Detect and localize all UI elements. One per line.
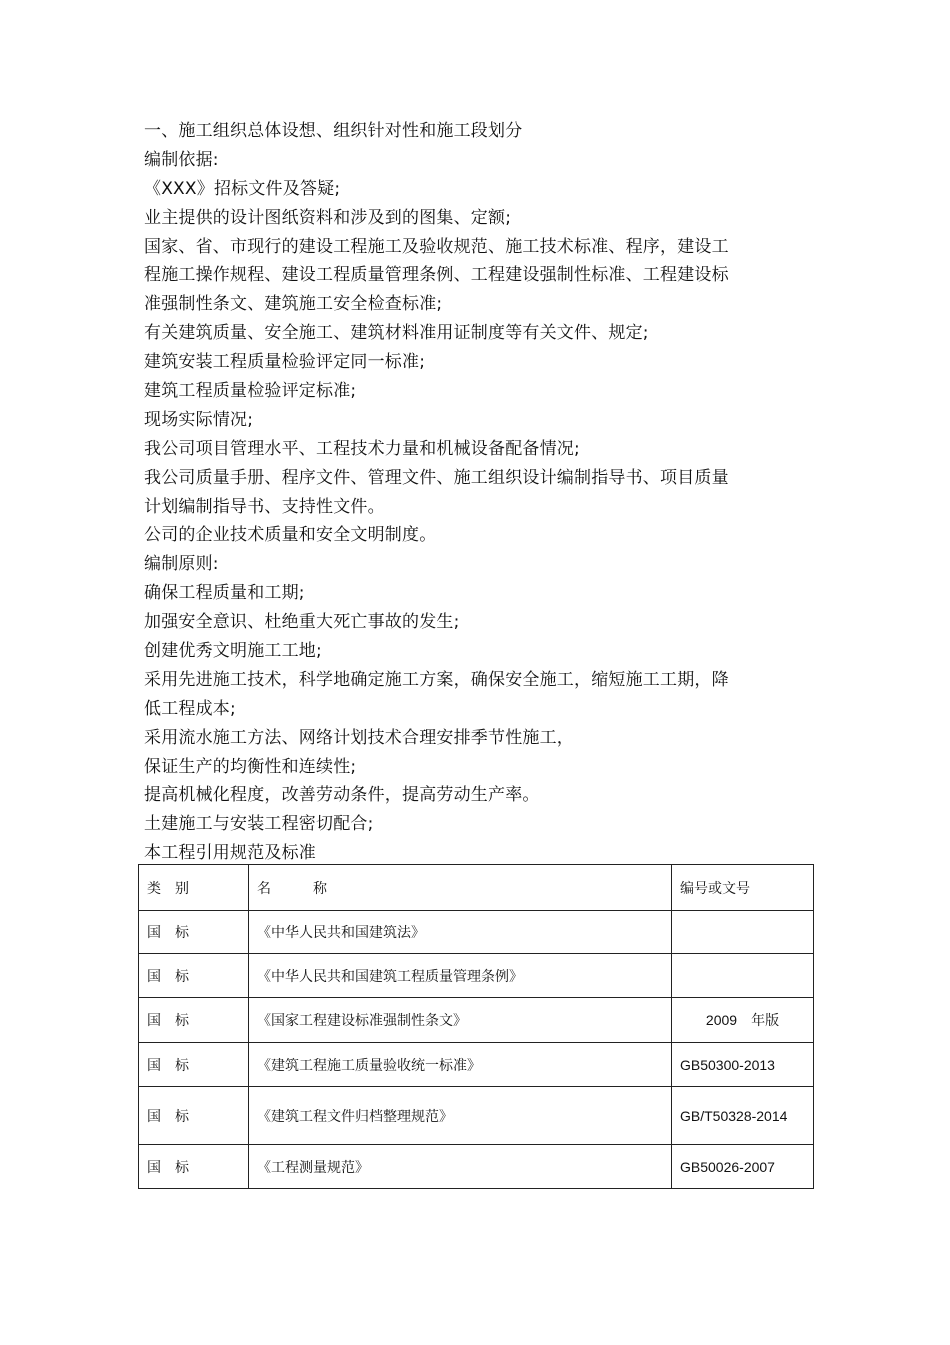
table-row — [139, 954, 814, 998]
row-name: 《中华人民共和国建筑法》 — [249, 911, 672, 954]
body-line: 我公司质量手册、程序文件、管理文件、施工组织设计编制指导书、项目质量 — [144, 467, 729, 488]
body-line: 现场实际情况; — [144, 409, 254, 430]
row-code: GB50026-2007 — [672, 1145, 814, 1189]
section-heading: 一、施工组织总体设想、组织针对性和施工段划分 — [144, 121, 523, 141]
row-name: 《建筑工程施工质量验收统一标准》 — [249, 1043, 672, 1087]
principles-heading: 编制原则: — [144, 554, 219, 575]
body-line: 采用先进施工技术，科学地确定施工方案，确保安全施工，缩短施工工期，降 — [144, 669, 729, 690]
row-category: 国 标 — [139, 1087, 249, 1145]
header-code: 编号或文号 — [672, 865, 814, 911]
row-category: 国 标 — [139, 1145, 249, 1189]
row-name: 《中华人民共和国建筑工程质量管理条例》 — [249, 954, 672, 998]
table-row — [139, 911, 814, 954]
body-line: 国家、省、市现行的建设工程施工及验收规范、施工技术标准、程序，建设工 — [144, 236, 729, 257]
body-line: 公司的企业技术质量和安全文明制度。 — [144, 525, 437, 546]
body-line: 《XXX》招标文件及答疑; — [144, 178, 341, 199]
body-line: 保证生产的均衡性和连续性; — [144, 756, 357, 777]
body-line: 程施工操作规程、建设工程质量管理条例、工程建设强制性标准、工程建设标 — [144, 265, 729, 286]
basis-heading: 编制依据: — [144, 149, 219, 170]
row-code — [672, 911, 814, 954]
table-row — [139, 1145, 814, 1189]
header-category: 类 别 — [139, 865, 249, 911]
row-name: 《工程测量规范》 — [249, 1145, 672, 1189]
body-line: 采用流水施工方法、网络计划技术合理安排季节性施工， — [144, 727, 574, 748]
document-body — [144, 117, 764, 868]
row-category: 国 标 — [139, 911, 249, 954]
table-row — [139, 998, 814, 1043]
row-code — [672, 954, 814, 998]
body-line: 计划编制指导书、支持性文件。 — [144, 496, 385, 517]
body-line: 创建优秀文明施工工地; — [144, 641, 322, 662]
table-header-row — [139, 865, 814, 911]
body-line: 我公司项目管理水平、工程技术力量和机械设备配备情况; — [144, 438, 580, 459]
body-line: 业主提供的设计图纸资料和涉及到的图集、定额; — [144, 207, 512, 228]
row-category: 国 标 — [139, 1043, 249, 1087]
body-line: 有关建筑质量、安全施工、建筑材料准用证制度等有关文件、规定; — [144, 323, 649, 344]
body-line: 加强安全意识、杜绝重大死亡事故的发生; — [144, 612, 460, 633]
table-caption: 本工程引用规范及标准 — [144, 843, 316, 864]
row-category: 国 标 — [139, 998, 249, 1043]
body-line: 建筑工程质量检验评定标准; — [144, 381, 357, 402]
row-category: 国 标 — [139, 954, 249, 998]
body-line: 提高机械化程度，改善劳动条件，提高劳动生产率。 — [144, 785, 540, 806]
row-code: GB50300-2013 — [672, 1043, 814, 1087]
body-line: 低工程成本; — [144, 698, 236, 719]
table-row — [139, 1043, 814, 1087]
row-name: 《国家工程建设标准强制性条文》 — [249, 998, 672, 1043]
table-row — [139, 1087, 814, 1145]
body-line: 准强制性条文、建筑施工安全检查标准; — [144, 294, 443, 315]
body-line: 建筑安装工程质量检验评定同一标准; — [144, 352, 426, 373]
row-code: GB/T50328-2014 — [672, 1087, 814, 1145]
standards-table — [138, 864, 814, 1189]
body-line: 确保工程质量和工期; — [144, 583, 305, 604]
header-name: 名 称 — [249, 865, 672, 911]
body-line: 土建施工与安装工程密切配合; — [144, 814, 374, 835]
row-code: 2009 年版 — [672, 998, 814, 1043]
row-name: 《建筑工程文件归档整理规范》 — [249, 1087, 672, 1145]
